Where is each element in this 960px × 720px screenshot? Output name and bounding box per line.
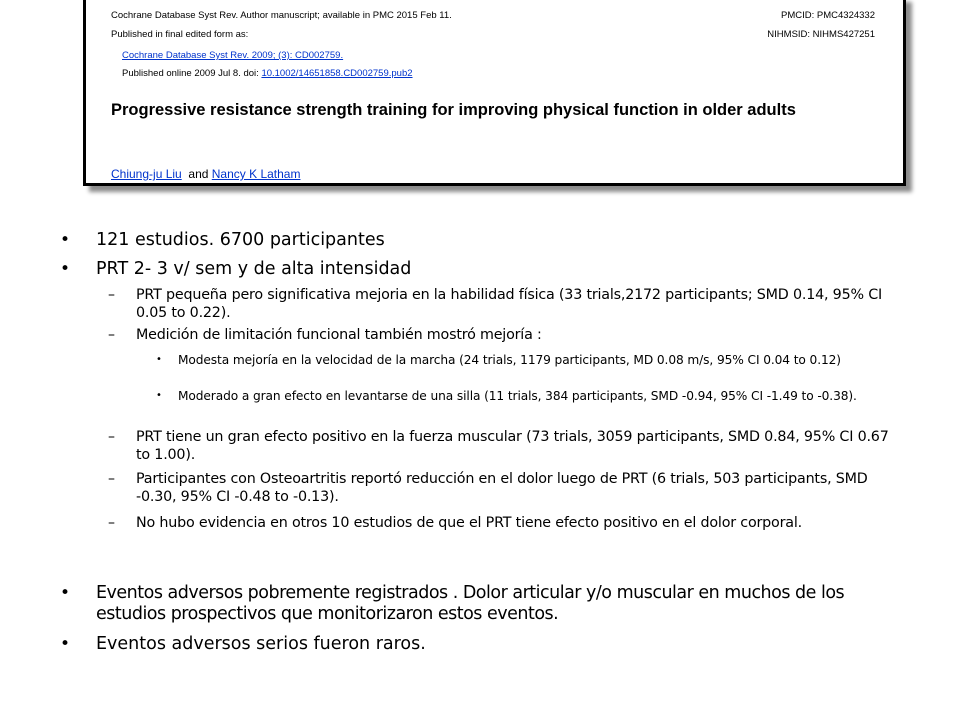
sub-physical-ability: PRT pequeña pero significativa mejoria en la habilidad física (33 trials,2172 participants; SMD 0.14, 95% CI 0.05 to 0.22). bbox=[136, 287, 882, 321]
dash-marker: – bbox=[108, 287, 115, 303]
bullet-prt-frequency: PRT 2- 3 v/ sem y de alta intensidad bbox=[96, 259, 412, 279]
sub-functional-limitation: Medición de limitación funcional también mostró mejoría : bbox=[136, 327, 542, 343]
subsub-chair-rise: Moderado a gran efecto en levantarse de una silla (11 trials, 384 participants, SMD -0.94, 95% CI -1.49 to -0.38). bbox=[178, 389, 857, 403]
article-title: Progressive resistance strength training for improving physical function in older adults bbox=[111, 101, 796, 119]
dash-marker: – bbox=[108, 327, 115, 343]
nihmsid: NIHMSID: NIHMS427251 bbox=[767, 29, 875, 40]
bullet-serious-adverse-events: Eventos adversos serios fueron raros. bbox=[96, 634, 426, 654]
citation-link[interactable]: Cochrane Database Syst Rev. 2009; (3): CD002759. bbox=[122, 50, 344, 61]
bullet-marker: • bbox=[60, 259, 71, 279]
subsub-gait-speed: Modesta mejoría en la velocidad de la marcha (24 trials, 1179 participants, MD 0.08 m/s, 95% CI 0.04 to 0.12) bbox=[178, 353, 841, 367]
bullet-marker: • bbox=[60, 230, 71, 250]
author-link-liu[interactable]: Chiung-ju Liu bbox=[111, 167, 182, 181]
dash-marker: – bbox=[108, 429, 115, 445]
sub-muscle-strength: PRT tiene un gran efecto positivo en la fuerza muscular (73 trials, 3059 participants, SMD 0.84, 95% CI 0.67 to 1.00). bbox=[136, 429, 889, 463]
author-link-latham[interactable]: Nancy K Latham bbox=[211, 167, 301, 181]
sub-bodily-pain: No hubo evidencia en otros 10 estudios de que el PRT tiene efecto positivo en el dolor corporal. bbox=[136, 515, 802, 531]
dash-marker: – bbox=[108, 515, 115, 531]
bullet-marker: • bbox=[156, 390, 162, 401]
final-form-label: Published in final edited form as: bbox=[111, 29, 249, 40]
bullet-marker: • bbox=[60, 583, 71, 603]
bullet-studies: 121 estudios. 6700 participantes bbox=[96, 230, 385, 250]
pmcid: PMCID: PMC4324332 bbox=[781, 10, 875, 21]
published-online-prefix: Published online 2009 Jul 8. doi: bbox=[122, 68, 262, 79]
authors-and: and bbox=[188, 167, 209, 181]
bullet-adverse-events: Eventos adversos pobremente registrados . Dolor articular y/o muscular en muchos de los estudios prospectivos que monitorizaron estos eventos. bbox=[96, 583, 845, 624]
bullet-marker: • bbox=[60, 634, 71, 654]
journal-line: Cochrane Database Syst Rev. Author manuscript; available in PMC 2015 Feb 11. bbox=[111, 10, 452, 21]
dash-marker: – bbox=[108, 471, 115, 487]
doi-link[interactable]: 10.1002/14651858.CD002759.pub2 bbox=[261, 68, 413, 79]
bullet-marker: • bbox=[156, 354, 162, 365]
sub-osteoarthritis-pain: Participantes con Osteoartritis reportó reducción en el dolor luego de PRT (6 trials, 503 participants, SMD -0.30, 95% CI -0.48 to -0.13). bbox=[136, 471, 868, 505]
